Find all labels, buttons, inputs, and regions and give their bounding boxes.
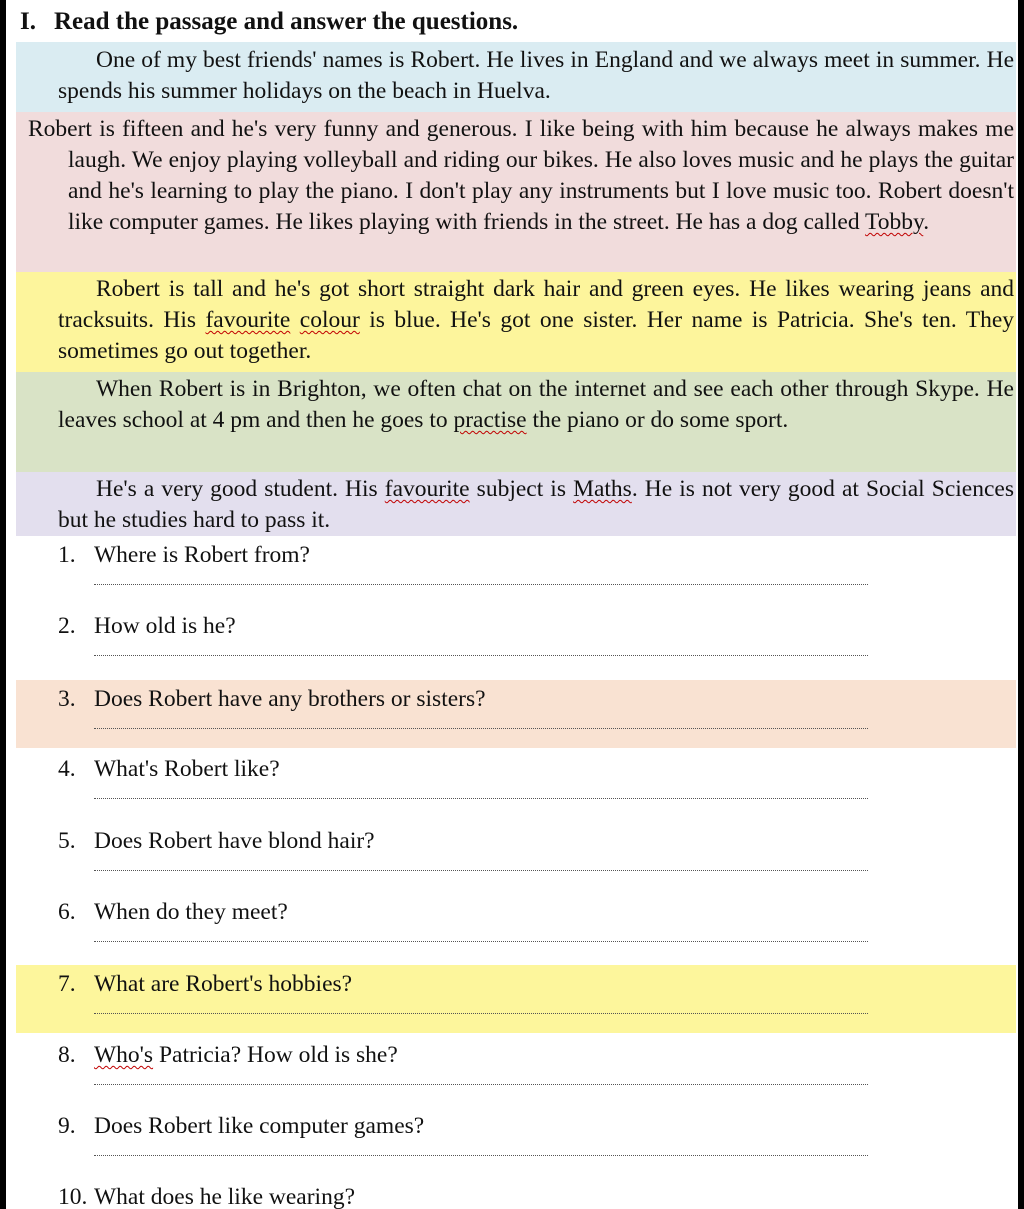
paragraph-text: He's a very good student. His <box>96 476 385 502</box>
question-7 <box>16 965 1016 1033</box>
paragraph-text <box>290 307 299 333</box>
spellcheck-word: favourite <box>384 476 470 502</box>
question-3 <box>16 680 1016 748</box>
worksheet-page <box>6 0 1018 1209</box>
answer-line[interactable] <box>94 941 868 942</box>
question-number: 8. <box>58 1042 76 1068</box>
question-6 <box>16 893 1016 963</box>
spellcheck-word: practise <box>453 407 527 433</box>
question-number: 3. <box>58 686 76 712</box>
spellcheck-word: Who's <box>94 1042 154 1068</box>
question-8 <box>16 1036 1016 1106</box>
passage-paragraph-3 <box>16 272 1016 372</box>
spellcheck-word: colour <box>299 307 360 333</box>
answer-line[interactable] <box>94 655 868 656</box>
paragraph-text: Robert is tall and he's got short straight dark hair and green eyes. He likes wearing jeans and tracksuits. His <box>58 276 1014 333</box>
question-number: 10. <box>58 1184 88 1209</box>
question-text: Does Robert have any brothers or sisters? <box>94 686 486 712</box>
question-number: 5. <box>58 828 76 854</box>
question-number: 1. <box>58 542 76 568</box>
paragraph-text: When Robert is in Brighton, we often chat on the internet and see each other through Skype. He leaves school at 4 pm and then he goes to <box>58 376 1014 433</box>
question-text: Does Robert have blond hair? <box>94 828 375 854</box>
answer-line[interactable] <box>94 798 868 799</box>
paragraph-text: is blue. He's got one sister. Her name is Patricia. She's ten. They sometimes go out together. <box>58 307 1015 364</box>
paragraph-text: . He is not very good at Social Sciences but he studies hard to pass it. <box>58 476 1014 533</box>
spellcheck-word: Tobby <box>865 209 924 235</box>
passage-paragraph-1 <box>16 42 1016 112</box>
section-title: Read the passage and answer the questions. <box>54 8 519 35</box>
answer-line[interactable] <box>94 728 868 729</box>
question-text: Patricia? How old is she? <box>158 1042 398 1068</box>
paragraph-text: subject is <box>469 476 574 502</box>
question-number: 7. <box>58 971 76 997</box>
question-text: How old is he? <box>94 613 236 639</box>
answer-line[interactable] <box>94 1155 868 1156</box>
question-2 <box>16 607 1016 677</box>
passage-paragraph-4 <box>16 372 1016 472</box>
passage-paragraph-2 <box>16 112 1016 272</box>
question-text: What's Robert like? <box>94 756 280 782</box>
question-text: Where is Robert from? <box>94 542 310 568</box>
question-number: 6. <box>58 899 76 925</box>
section-heading <box>20 6 518 38</box>
answer-line[interactable] <box>94 1013 868 1014</box>
question-text: What does he like wearing? <box>94 1184 356 1209</box>
spellcheck-word: favourite <box>205 307 291 333</box>
question-1 <box>16 536 1016 606</box>
question-number: 4. <box>58 756 76 782</box>
answer-line[interactable] <box>94 870 868 871</box>
passage-paragraph-5 <box>16 472 1016 536</box>
question-number: 9. <box>58 1113 76 1139</box>
question-text: When do they meet? <box>94 899 288 925</box>
question-5 <box>16 822 1016 892</box>
spellcheck-word: Maths <box>573 476 632 502</box>
paragraph-text: Robert is fifteen and he's very funny and generous. I like being with him because he always makes me laugh. We enjoy playing volleyball and riding our bikes. He also loves music and he plays the guitar and he's learning to play the piano. I don't play any instruments but I love music too. Robert doesn't like computer games. He likes playing with friends in the street. He has a dog called <box>28 116 1014 235</box>
question-4 <box>16 750 1016 820</box>
question-number: 2. <box>58 613 76 639</box>
paragraph-text: the piano or do some sport. <box>526 407 789 433</box>
question-10 <box>16 1178 1016 1209</box>
question-text: Does Robert like computer games? <box>94 1113 425 1139</box>
question-9 <box>16 1107 1016 1177</box>
section-number: I. <box>20 8 36 35</box>
answer-line[interactable] <box>94 584 868 585</box>
paragraph-text: One of my best friends' names is Robert. He lives in England and we always meet in summer. He spends his summer holidays on the beach in Huelva. <box>58 47 1014 104</box>
question-text: What are Robert's hobbies? <box>94 971 353 997</box>
answer-line[interactable] <box>94 1084 868 1085</box>
paragraph-text: . <box>923 209 930 235</box>
